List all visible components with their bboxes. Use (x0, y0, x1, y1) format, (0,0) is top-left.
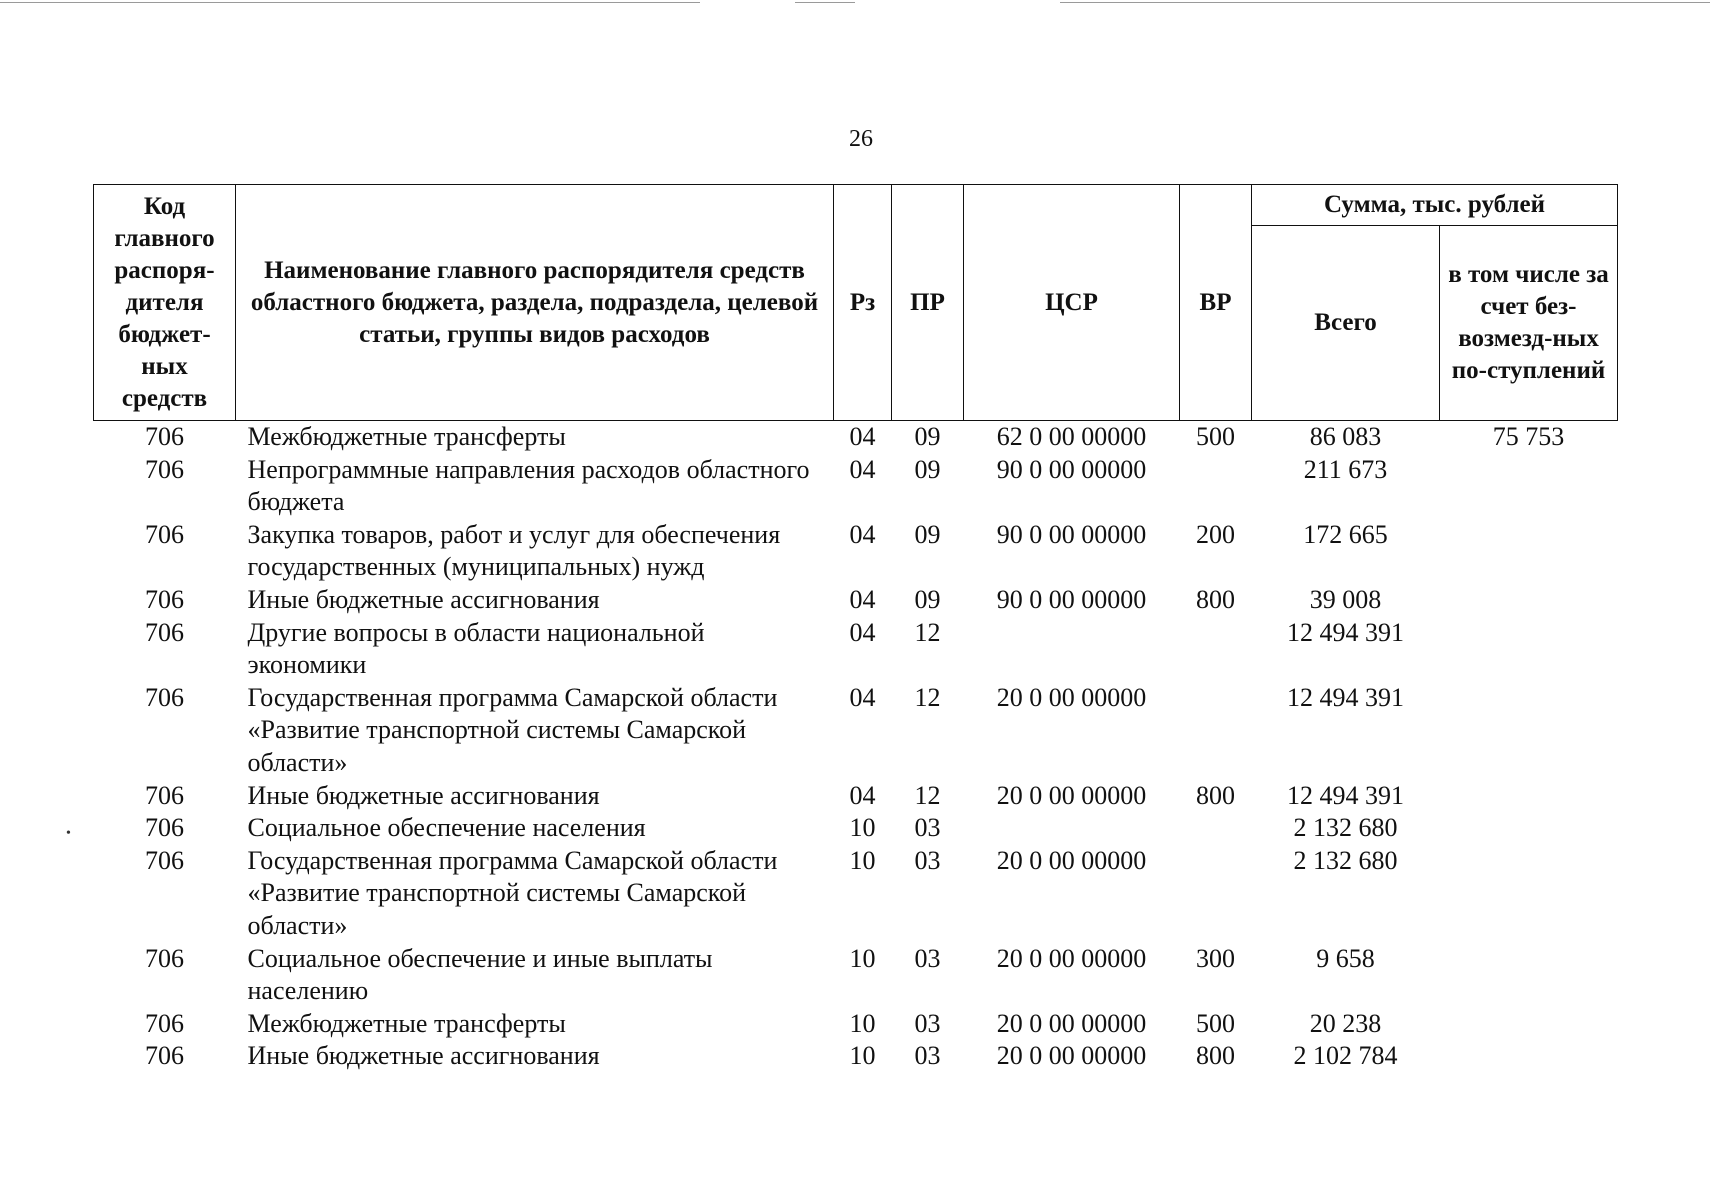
cell-pr: 03 (914, 943, 941, 973)
cell-code: 706 (145, 943, 184, 973)
cell-pr: 03 (914, 1008, 941, 1038)
header-sum-group: Сумма, тыс. рублей (1252, 185, 1618, 226)
cell-vr (1180, 617, 1252, 682)
cell-csr (964, 617, 1180, 682)
cell-name: Иные бюджетные ассигнования (247, 584, 600, 614)
cell-rz: 10 (849, 1041, 876, 1071)
cell-rz: 10 (849, 845, 876, 875)
cell-gratis (1440, 617, 1618, 682)
cell-rz: 10 (849, 943, 876, 973)
cell-code: 706 (145, 682, 184, 712)
cell-gratis (1440, 845, 1618, 943)
cell-vr (1180, 812, 1252, 845)
table-row (94, 584, 1618, 617)
budget-table (93, 184, 1618, 1073)
cell-pr: 03 (914, 813, 941, 843)
cell-name: Государственная программа Самарской области «Развитие транспортной системы Самарской области» (247, 845, 778, 940)
cell-code: 706 (145, 617, 184, 647)
cell-gratis (1440, 943, 1618, 1008)
cell-vr (1180, 454, 1252, 519)
cell-gratis (1440, 1008, 1618, 1041)
header-pr: ПР (892, 185, 964, 421)
scan-edge-line-right (1060, 2, 1710, 3)
cell-total: 2 132 680 (1293, 813, 1398, 843)
table-row (94, 943, 1618, 1008)
cell-gratis (1440, 682, 1618, 780)
cell-pr: 12 (914, 780, 941, 810)
header-csr: ЦСР (964, 185, 1180, 421)
cell-name: Иные бюджетные ассигнования (247, 1041, 600, 1071)
cell-name: Социальное обеспечение и иные выплаты населению (247, 943, 713, 1006)
cell-name: Межбюджетные трансферты (247, 422, 566, 451)
table-row (94, 845, 1618, 943)
cell-pr: 03 (914, 845, 941, 875)
cell-total: 2 102 784 (1293, 1041, 1398, 1071)
table-body (94, 421, 1618, 1073)
cell-total: 211 673 (1303, 454, 1388, 484)
cell-vr: 200 (1196, 519, 1235, 549)
cell-pr: 09 (914, 422, 941, 451)
cell-rz: 04 (849, 584, 876, 614)
cell-rz: 04 (849, 780, 876, 810)
cell-pr: 03 (914, 1041, 941, 1071)
cell-csr: 62 0 00 00000 (996, 422, 1147, 451)
scan-artifact-mark: • (66, 826, 71, 841)
cell-name: Иные бюджетные ассигнования (247, 780, 600, 810)
header-code: Код главного распоря-дителя бюджет-ных средств (94, 185, 236, 421)
cell-pr: 09 (914, 454, 941, 484)
cell-csr: 20 0 00 00000 (996, 845, 1147, 875)
cell-rz: 10 (849, 1008, 876, 1038)
cell-total: 86 083 (1309, 422, 1382, 451)
cell-pr: 09 (914, 519, 941, 549)
header-name: Наименование главного распорядителя средств областного бюджета, раздела, подраздела, целевой статьи, группы видов расходов (236, 185, 834, 421)
table-row (94, 519, 1618, 584)
cell-vr: 800 (1196, 584, 1235, 614)
cell-csr: 90 0 00 00000 (996, 519, 1147, 549)
table-row (94, 617, 1618, 682)
cell-vr: 800 (1196, 780, 1235, 810)
table-row (94, 1008, 1618, 1041)
cell-total: 39 008 (1309, 584, 1382, 614)
cell-vr: 500 (1196, 1008, 1235, 1038)
cell-total: 12 494 391 (1287, 780, 1404, 810)
table-row (94, 421, 1618, 454)
page-number: 26 (849, 126, 873, 152)
cell-csr (964, 812, 1180, 845)
cell-csr: 90 0 00 00000 (996, 454, 1147, 484)
cell-csr: 20 0 00 00000 (996, 682, 1147, 712)
cell-rz: 04 (849, 617, 876, 647)
cell-total: 172 665 (1303, 519, 1388, 549)
header-gratis: в том числе за счет без-возмезд-ных по-ступлений (1440, 226, 1618, 421)
cell-pr: 12 (914, 617, 941, 647)
scan-edge-line-mid (795, 2, 855, 3)
cell-gratis (1440, 812, 1618, 845)
cell-csr: 20 0 00 00000 (996, 780, 1147, 810)
cell-name: Непрограммные направления расходов областного бюджета (247, 454, 810, 517)
header-total: Всего (1252, 226, 1440, 421)
cell-rz: 04 (849, 454, 876, 484)
cell-code: 706 (145, 780, 184, 810)
cell-gratis (1440, 519, 1618, 584)
cell-code: 706 (145, 519, 184, 549)
cell-rz: 10 (849, 813, 876, 843)
cell-gratis (1440, 454, 1618, 519)
cell-gratis (1440, 780, 1618, 813)
cell-pr: 12 (914, 682, 941, 712)
cell-csr: 20 0 00 00000 (996, 943, 1147, 973)
cell-code: 706 (145, 584, 184, 614)
scan-edge-line-left (0, 2, 700, 3)
table-row (94, 454, 1618, 519)
cell-code: 706 (145, 1041, 184, 1071)
cell-csr: 20 0 00 00000 (996, 1008, 1147, 1038)
cell-gratis: 75 753 (1492, 422, 1565, 451)
cell-vr: 300 (1196, 943, 1235, 973)
cell-rz: 04 (849, 519, 876, 549)
cell-code: 706 (145, 813, 184, 843)
header-vr: ВР (1180, 185, 1252, 421)
cell-total: 12 494 391 (1287, 682, 1404, 712)
cell-rz: 04 (849, 682, 876, 712)
cell-rz: 04 (849, 422, 876, 451)
cell-name: Межбюджетные трансферты (247, 1008, 566, 1038)
header-rz: Рз (834, 185, 892, 421)
cell-csr: 20 0 00 00000 (996, 1041, 1147, 1071)
cell-name: Социальное обеспечение населения (247, 813, 646, 843)
table-header (94, 185, 1618, 421)
cell-code: 706 (145, 454, 184, 484)
cell-gratis (1440, 584, 1618, 617)
cell-code: 706 (145, 1008, 184, 1038)
cell-vr: 500 (1196, 422, 1235, 451)
cell-vr (1180, 845, 1252, 943)
cell-vr: 800 (1196, 1041, 1235, 1071)
cell-name: Закупка товаров, работ и услуг для обеспечения государственных (муниципальных) нужд (247, 519, 781, 582)
cell-vr (1180, 682, 1252, 780)
cell-name: Другие вопросы в области национальной экономики (247, 617, 705, 680)
cell-name: Государственная программа Самарской области «Развитие транспортной системы Самарской области» (247, 682, 778, 777)
table-row (94, 812, 1618, 845)
cell-total: 12 494 391 (1287, 617, 1404, 647)
cell-gratis (1440, 1040, 1618, 1073)
cell-total: 2 132 680 (1293, 845, 1398, 875)
cell-total: 9 658 (1316, 943, 1375, 973)
table-row (94, 780, 1618, 813)
cell-code: 706 (145, 845, 184, 875)
table-row (94, 682, 1618, 780)
cell-total: 20 238 (1309, 1008, 1382, 1038)
cell-pr: 09 (914, 584, 941, 614)
table-row (94, 1040, 1618, 1073)
cell-csr: 90 0 00 00000 (996, 584, 1147, 614)
cell-code: 706 (145, 422, 184, 451)
